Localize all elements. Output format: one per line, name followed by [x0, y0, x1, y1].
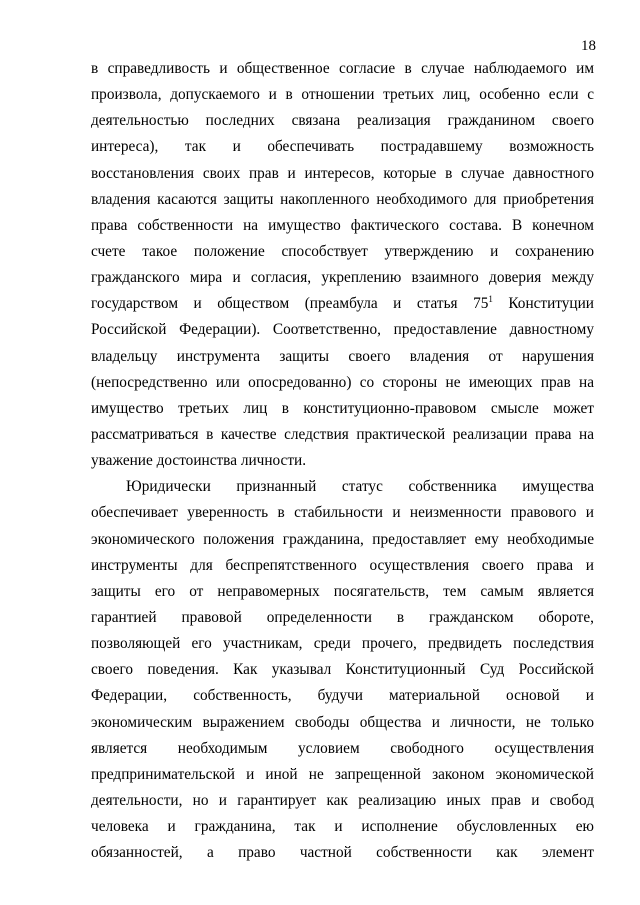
text-line: обеспечивает уверенность в стабильности и неизменности правового и	[91, 504, 594, 522]
text-line-with-footnote	[91, 291, 594, 317]
text-line: предпринимательской и иной не запрещенной законом экономической	[91, 765, 594, 783]
text-line: позволяющей его участникам, среди прочего, предвидеть последствия	[91, 635, 594, 653]
text-line: (непосредственно или опосредованно) со стороны не имеющих прав на	[91, 373, 594, 391]
text-line: защиты его от неправомерных посягательств, тем самым является	[91, 582, 594, 600]
text-line: экономического положения гражданина, предоставляет ему необходимые	[91, 530, 594, 548]
text-line: восстановления своих прав и интересов, которые в случае давностного	[91, 164, 594, 182]
text-line: инструменты для беспрепятственного осуществления своего права и	[91, 556, 594, 574]
text-line: рассматриваться в качестве следствия практической реализации права на	[91, 425, 594, 443]
text-line: права собственности на имущество фактического состава. В конечном	[91, 216, 594, 234]
body-text	[91, 56, 594, 866]
text-line: человека и гражданина, так и исполнение обусловленных ею	[91, 818, 594, 836]
text-line: своего поведения. Как указывал Конституционный Суд Российской	[91, 661, 594, 679]
text-line: обязанностей, а право частной собственности как элемент	[91, 844, 594, 862]
text-line-tail: Конституции	[492, 295, 594, 313]
footnote-mark: 1	[488, 294, 493, 305]
text-line: Российской Федерации). Соответственно, предоставление давностному	[91, 321, 594, 339]
text-line: владельцу инструмента защиты своего владения от нарушения	[91, 347, 594, 365]
text-line: имущество третьих лиц в конституционно-правовом смысле может	[91, 399, 594, 417]
text-line: Юридически признанный статус собственника имущества	[126, 478, 594, 496]
text-line: интереса), так и обеспечивать пострадавшему возможность	[91, 138, 594, 156]
text-line-head: государством и обществом (преамбула и статья 75	[91, 295, 489, 313]
text-line: является необходимым условием свободного осуществления	[91, 739, 594, 757]
text-line: Федерации, собственность, будучи материальной основой и	[91, 687, 594, 705]
paragraph-2	[91, 474, 594, 866]
text-line: экономическим выражением свободы общества и личности, не только	[91, 713, 594, 731]
text-line: произвола, допускаемого и в отношении третьих лиц, особенно если с	[91, 86, 594, 104]
text-line: владения касаются защиты накопленного необходимого для приобретения	[91, 190, 594, 208]
text-line: уважение достоинства личности.	[91, 452, 307, 470]
text-line: счете такое положение способствует утверждению и сохранению	[91, 242, 594, 260]
text-line: гарантией правовой определенности в гражданском обороте,	[91, 608, 594, 626]
paragraph-1	[91, 56, 594, 474]
text-line: деятельности, но и гарантирует как реализацию иных прав и свобод	[91, 791, 594, 809]
text-line: гражданского мира и согласия, укреплению взаимного доверия между	[91, 269, 594, 287]
page-number: 18	[581, 38, 596, 54]
text-line: деятельностью последних связана реализация гражданином своего	[91, 112, 594, 130]
text-line: в справедливость и общественное согласие в случае наблюдаемого им	[91, 60, 594, 77]
